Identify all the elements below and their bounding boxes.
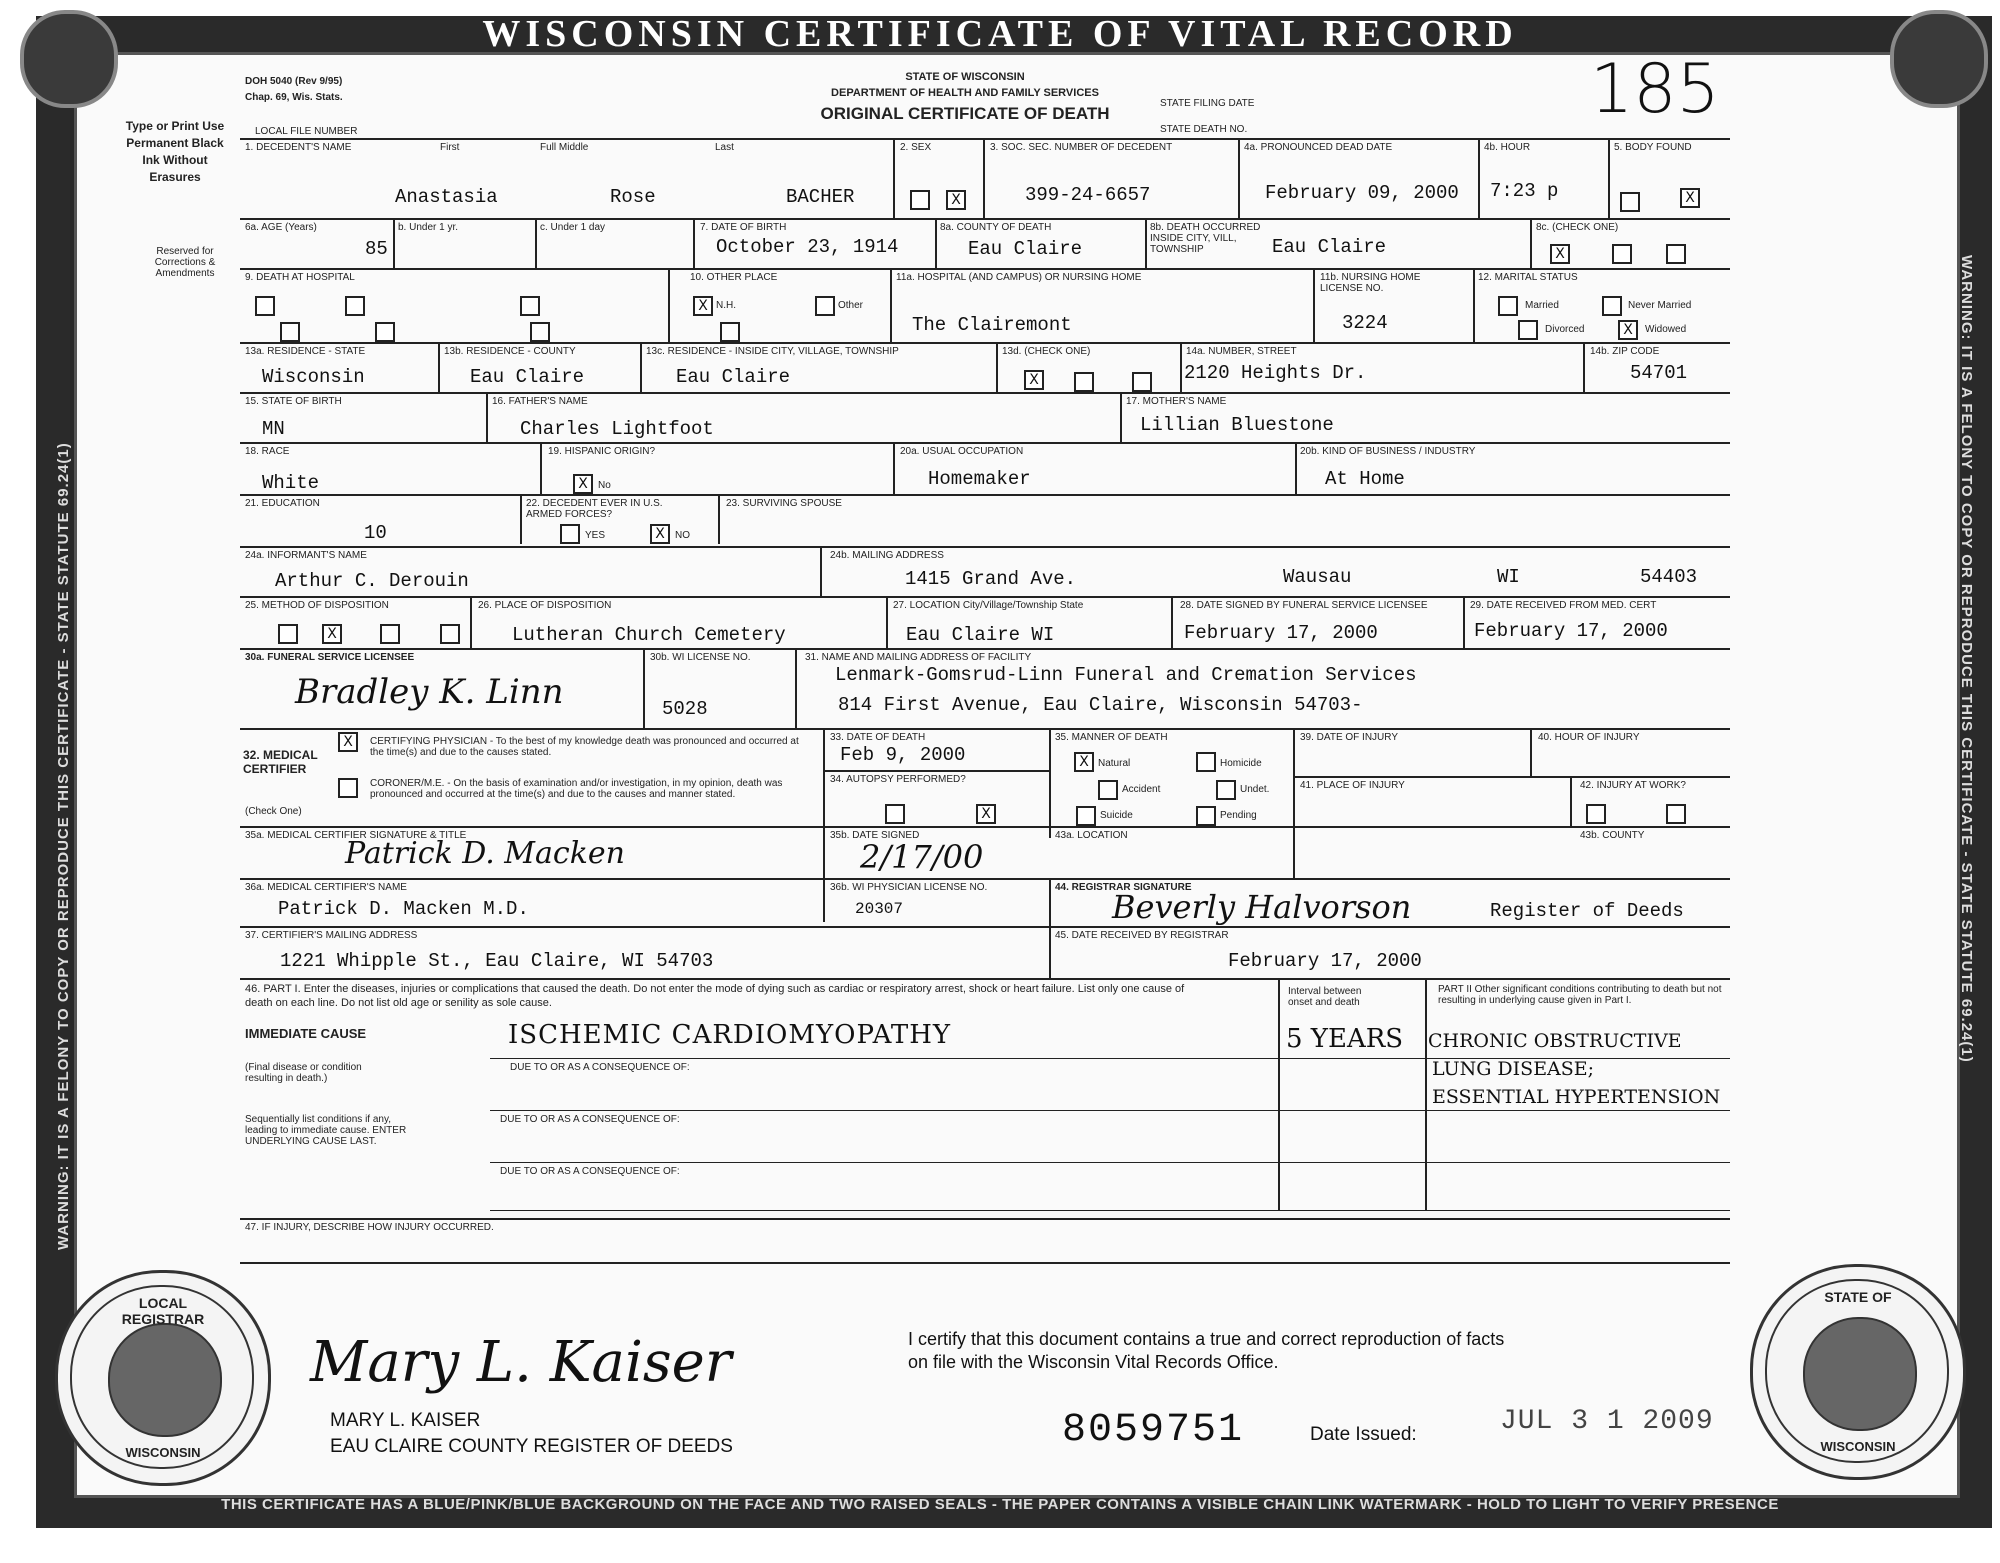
- cause-a: ISCHEMIC CARDIOMYOPATHY: [508, 1020, 952, 1050]
- registrar-title: Register of Deeds: [1490, 900, 1684, 922]
- county-of-death: Eau Claire: [968, 238, 1083, 260]
- mother-name: Lillian Bluestone: [1140, 414, 1334, 436]
- label-check-one-medical: (Check One): [245, 806, 302, 817]
- label-res-state: 13a. RESIDENCE - STATE: [245, 346, 366, 357]
- seal-left-bottom-text: WISCONSIN: [125, 1445, 201, 1460]
- registrar-office: EAU CLAIRE COUNTY REGISTER OF DEEDS: [330, 1436, 733, 1457]
- autopsy-yes[interactable]: [885, 804, 905, 824]
- decedent-last-name: BACHER: [786, 186, 855, 208]
- hospital-doa-other[interactable]: [520, 296, 540, 316]
- label-street: 14a. NUMBER, STREET: [1186, 346, 1297, 357]
- decedent-middle-name: Rose: [610, 186, 656, 208]
- label-certifier-signature: 35a. MEDICAL CERTIFIER SIGNATURE & TITLE: [245, 830, 467, 841]
- body-found-yes[interactable]: [1620, 192, 1640, 212]
- label-accident: Accident: [1122, 784, 1161, 795]
- label-disposition-method: 25. METHOD OF DISPOSITION: [245, 600, 389, 611]
- seal-right-bottom-text: WISCONSIN: [1820, 1439, 1896, 1454]
- label-county-death: 8a. COUNTY OF DEATH: [940, 222, 1052, 233]
- label-marital-status: 12. MARITAL STATUS: [1478, 272, 1578, 283]
- funeral-license-number: 5028: [662, 698, 708, 720]
- label-homicide: Homicide: [1220, 758, 1262, 769]
- death-occurred-place: Eau Claire: [1272, 236, 1387, 258]
- label-industry: 20b. KIND OF BUSINESS / INDUSTRY: [1300, 446, 1476, 457]
- label-res-city: 13c. RESIDENCE - INSIDE CITY, VILLAGE, TOWNSHIP: [646, 346, 899, 357]
- res-township-checkbox[interactable]: [1132, 372, 1152, 392]
- label-wi-license: 30b. WI LICENSE NO.: [650, 652, 751, 663]
- date-signed: 2/17/00: [860, 838, 984, 876]
- label-body-found: 5. BODY FOUND: [1614, 142, 1692, 153]
- label-decedent-name: 1. DECEDENT'S NAME: [245, 142, 352, 153]
- marital-never[interactable]: [1602, 296, 1622, 316]
- label-sex: 2. SEX: [900, 142, 932, 153]
- label-widowed: Widowed: [1645, 324, 1687, 335]
- sex-male-checkbox[interactable]: [910, 190, 930, 210]
- coroner-text: CORONER/M.E. - On the basis of examination and/or investigation, in my opinion, death was pronounced and occurred at the time(s) and due to the causes and manner stated.: [370, 778, 783, 800]
- label-interval: Interval between onset and death: [1288, 986, 1362, 1008]
- date-of-death: Feb 9, 2000: [840, 744, 966, 766]
- hospital-name: The Clairemont: [912, 314, 1072, 336]
- sex-female-checkbox[interactable]: X: [946, 190, 966, 210]
- death-city-checkbox[interactable]: X: [1550, 244, 1570, 264]
- label-due-to-c: DUE TO OR AS A CONSEQUENCE OF:: [500, 1114, 680, 1125]
- label-other-place: 10. OTHER PLACE: [690, 272, 778, 283]
- label-zip: 14b. ZIP CODE: [1590, 346, 1660, 357]
- certification-statement: I certify that this document contains a true and correct reproduction of facts on file with the Wisconsin Vital Records Office.: [908, 1329, 1505, 1372]
- label-hispanic: 19. HISPANIC ORIGIN?: [548, 446, 656, 457]
- hospital-outpatient[interactable]: [280, 322, 300, 342]
- label-due-to-d: DUE TO OR AS A CONSEQUENCE OF:: [500, 1166, 680, 1177]
- armed-forces-yes[interactable]: [560, 524, 580, 544]
- other-place-nh[interactable]: X: [693, 296, 713, 316]
- facility-address: 814 First Avenue, Eau Claire, Wisconsin 54703-: [838, 694, 1363, 716]
- label-divorced: Divorced: [1545, 324, 1585, 335]
- label-manner-of-death: 35. MANNER OF DEATH: [1055, 732, 1168, 743]
- label-pronounced-date: 4a. PRONOUNCED DEAD DATE: [1244, 142, 1393, 153]
- physician-license: 20307: [855, 900, 904, 918]
- label-birth-state: 15. STATE OF BIRTH: [245, 396, 342, 407]
- label-pending: Pending: [1220, 810, 1257, 821]
- state-death-number: STATE DEATH NO.: [1160, 124, 1248, 135]
- label-injury-location: 43a. LOCATION: [1055, 830, 1128, 841]
- informant-name: Arthur C. Derouin: [275, 570, 469, 592]
- label-funeral-signed: 28. DATE SIGNED BY FUNERAL SERVICE LICENSEE: [1180, 600, 1428, 611]
- certifying-physician-checkbox[interactable]: X: [338, 732, 358, 752]
- death-township-checkbox[interactable]: [1666, 244, 1686, 264]
- hospital-doa-nursing[interactable]: [345, 296, 365, 316]
- local-file-number: LOCAL FILE NUMBER: [255, 126, 358, 137]
- state-of-wisconsin: STATE OF WISCONSIN: [905, 71, 1025, 83]
- corner-ornament-top-right: [1890, 10, 1988, 108]
- manner-natural[interactable]: X: [1074, 752, 1094, 772]
- label-suicide: Suicide: [1100, 810, 1133, 821]
- label-part-two: PART II Other significant conditions contributing to death but not resulting in underlying cause given in Part I.: [1438, 984, 1722, 1006]
- disposition-place: Lutheran Church Cemetery: [512, 624, 786, 646]
- label-informant: 24a. INFORMANT'S NAME: [245, 550, 367, 561]
- death-village-checkbox[interactable]: [1612, 244, 1632, 264]
- funeral-signed-date: February 17, 2000: [1184, 622, 1378, 644]
- label-registrar-date: 45. DATE RECEIVED BY REGISTRAR: [1055, 930, 1229, 941]
- funeral-signature: Bradley K. Linn: [295, 672, 564, 712]
- label-part-one: 46. PART I. Enter the diseases, injuries or complications that caused the death. Do not enter the mode of dying such as cardiac or respiratory arrest, shock or heart failure. List only one cause of death on each line. Do not list old age or senility as sole cause.: [245, 983, 1185, 1009]
- certifier-address: 1221 Whipple St., Eau Claire, WI 54703: [280, 950, 714, 972]
- hospital-inpatient[interactable]: [255, 296, 275, 316]
- label-check-one: 8c. (CHECK ONE): [1536, 222, 1619, 233]
- label-age: 6a. AGE (Years): [245, 222, 317, 233]
- label-medical-certifier: 32. MEDICAL CERTIFIER: [243, 748, 318, 776]
- part-two-line-2: LUNG DISEASE;: [1432, 1058, 1595, 1080]
- registrar-kaiser-signature: Mary L. Kaiser: [310, 1330, 732, 1395]
- certificate-banner-title: WISCONSIN CERTIFICATE OF VITAL RECORD: [482, 13, 1518, 55]
- label-facility: 31. NAME AND MAILING ADDRESS OF FACILITY: [805, 652, 1032, 663]
- label-injury-description: 47. IF INJURY, DESCRIBE HOW INJURY OCCURRED.: [245, 1222, 494, 1233]
- interval-a: 5 YEARS: [1286, 1024, 1404, 1054]
- registrar-signature: Beverly Halvorson: [1112, 888, 1412, 926]
- disposition-burial[interactable]: X: [322, 624, 342, 644]
- autopsy-no[interactable]: X: [976, 804, 996, 824]
- label-res-county: 13b. RESIDENCE - COUNTY: [444, 346, 576, 357]
- body-found-no[interactable]: X: [1680, 188, 1700, 208]
- injury-work-yes[interactable]: [1586, 804, 1606, 824]
- state-filing-date: STATE FILING DATE: [1160, 98, 1255, 109]
- other-place-other[interactable]: [815, 296, 835, 316]
- certifying-physician-text: CERTIFYING PHYSICIAN - To the best of my knowledge death was pronounced and occurred at the time(s) and due to the causes stated.: [370, 736, 799, 758]
- label-middle: Full Middle: [540, 142, 589, 153]
- disposition-entomb[interactable]: [278, 624, 298, 644]
- label-under-1yr: b. Under 1 yr.: [398, 222, 459, 233]
- disposition-donation[interactable]: [440, 624, 460, 644]
- label-hour: 4b. HOUR: [1484, 142, 1531, 153]
- label-under-1day: c. Under 1 day: [540, 222, 606, 233]
- label-ssn: 3. SOC. SEC. NUMBER OF DECEDENT: [990, 142, 1173, 153]
- part-two-line-3: ESSENTIAL HYPERTENSION: [1432, 1086, 1721, 1108]
- label-date-of-injury: 39. DATE OF INJURY: [1300, 732, 1398, 743]
- label-certifier-name: 36a. MEDICAL CERTIFIER'S NAME: [245, 882, 407, 893]
- label-res-check: 13d. (CHECK ONE): [1002, 346, 1091, 357]
- side-warning-left: WARNING: IT IS A FELONY TO COPY OR REPRODUCE THIS CERTIFICATE - STATE STATUTE 69.24(1): [55, 442, 72, 1250]
- pronounced-date: February 09, 2000: [1265, 182, 1459, 204]
- label-final-disease: (Final disease or condition resulting in death.): [245, 1062, 362, 1084]
- pronounced-hour: 7:23 p: [1490, 180, 1559, 202]
- registrar-received-date: February 17, 2000: [1228, 950, 1422, 972]
- occupation: Homemaker: [928, 468, 1031, 490]
- label-last: Last: [715, 142, 734, 153]
- label-physician-license: 36b. WI PHYSICIAN LICENSE NO.: [830, 882, 988, 893]
- label-armed-forces: 22. DECEDENT EVER IN U.S. ARMED FORCES?: [526, 498, 663, 520]
- race: White: [262, 472, 320, 494]
- hospital-er-other[interactable]: [530, 322, 550, 342]
- date-of-birth: October 23, 1914: [716, 236, 899, 258]
- label-hospital-name: 11a. HOSPITAL (AND CAMPUS) OR NURSING HOME: [896, 272, 1142, 283]
- armed-forces-no[interactable]: X: [650, 524, 670, 544]
- label-nursing-license: 11b. NURSING HOME LICENSE NO.: [1320, 272, 1421, 294]
- label-immediate-cause: IMMEDIATE CAUSE: [245, 1026, 367, 1041]
- informant-state: WI: [1497, 566, 1520, 588]
- date-issued-stamp: JUL 3 1 2009: [1500, 1406, 1714, 1437]
- disposition-location: Eau Claire WI: [906, 624, 1055, 646]
- serial-number: 8059751: [1062, 1408, 1245, 1453]
- label-injury-at-work: 42. INJURY AT WORK?: [1580, 780, 1686, 791]
- label-funeral-licensee: 30a. FUNERAL SERVICE LICENSEE: [245, 652, 415, 663]
- decedent-age: 85: [365, 238, 388, 260]
- label-hispanic-no: No: [598, 480, 611, 491]
- local-registrar-seal: [55, 1270, 271, 1486]
- label-autopsy: 34. AUTOPSY PERFORMED?: [830, 774, 966, 785]
- side-warning-right: WARNING: IT IS A FELONY TO COPY OR REPRODUCE THIS CERTIFICATE - STATE STATUTE 69.24(1): [1958, 255, 1975, 1063]
- label-injury-county: 43b. COUNTY: [1580, 830, 1645, 841]
- state-seal: [1750, 1264, 1966, 1480]
- res-village-checkbox[interactable]: [1074, 372, 1094, 392]
- residence-street: 2120 Heights Dr.: [1184, 362, 1367, 384]
- form-number: DOH 5040 (Rev 9/95): [245, 76, 343, 87]
- label-af-yes: YES: [585, 530, 606, 541]
- label-received-med: 29. DATE RECEIVED FROM MED. CERT: [1470, 600, 1657, 611]
- part-two-line-1: CHRONIC OBSTRUCTIVE: [1428, 1030, 1682, 1052]
- marital-divorced[interactable]: [1518, 320, 1538, 340]
- label-undetermined: Undet.: [1240, 784, 1270, 795]
- label-spouse: 23. SURVIVING SPOUSE: [726, 498, 842, 509]
- label-death-at-hospital: 9. DEATH AT HOSPITAL: [245, 272, 355, 283]
- facility-name: Lenmark-Gomsrud-Linn Funeral and Cremation Services: [835, 664, 1417, 686]
- label-education: 21. EDUCATION: [245, 498, 320, 509]
- label-date-of-death: 33. DATE OF DEATH: [830, 732, 926, 743]
- manner-suicide[interactable]: [1076, 806, 1096, 826]
- decedent-ssn: 399-24-6657: [1025, 184, 1151, 206]
- document-title: ORIGINAL CERTIFICATE OF DEATH: [820, 104, 1110, 123]
- informant-address: 1415 Grand Ave.: [905, 568, 1077, 590]
- residence-county: Eau Claire: [470, 366, 585, 388]
- label-af-no: NO: [675, 530, 690, 541]
- coroner-checkbox[interactable]: [338, 778, 358, 798]
- informant-city: Wausau: [1283, 566, 1352, 588]
- father-name: Charles Lightfoot: [520, 418, 714, 440]
- seal-right-top-text: STATE OF: [1824, 1289, 1892, 1305]
- education: 10: [364, 522, 387, 544]
- label-informant-address: 24b. MAILING ADDRESS: [830, 550, 944, 561]
- industry: At Home: [1325, 468, 1405, 490]
- hospital-er-nursing[interactable]: [375, 322, 395, 342]
- residence-of-deceased[interactable]: [720, 322, 740, 342]
- manner-homicide[interactable]: [1196, 752, 1216, 772]
- label-mother: 17. MOTHER'S NAME: [1126, 396, 1227, 407]
- registrar-name: MARY L. KAISER: [330, 1410, 481, 1431]
- certifier-name: Patrick D. Macken M.D.: [278, 898, 529, 920]
- manner-pending[interactable]: [1196, 806, 1216, 826]
- marital-widowed[interactable]: X: [1618, 320, 1638, 340]
- date-issued-label: Date Issued:: [1310, 1424, 1417, 1445]
- marital-married[interactable]: [1498, 296, 1518, 316]
- label-date-signed: 35b. DATE SIGNED: [830, 830, 920, 841]
- bottom-notice: THIS CERTIFICATE HAS A BLUE/PINK/BLUE BACKGROUND ON THE FACE AND TWO RAISED SEALS - THE PAPER CONTAINS A VISIBLE CHAIN LINK WATERMARK - HOLD TO LIGHT TO VERIFY PRESENCE: [221, 1496, 1779, 1513]
- res-city-checkbox[interactable]: X: [1024, 370, 1044, 390]
- label-sequential-note: Sequentially list conditions if any, leading to immediate cause. ENTER UNDERLYING CAUSE LAST.: [245, 1114, 407, 1147]
- received-med-date: February 17, 2000: [1474, 620, 1668, 642]
- label-other: Other: [838, 300, 864, 311]
- residence-state: Wisconsin: [262, 366, 365, 388]
- seal-left-top-text: LOCAL REGISTRAR: [121, 1295, 205, 1327]
- label-occupation: 20a. USUAL OCCUPATION: [900, 446, 1024, 457]
- physician-signature: Patrick D. Macken: [345, 836, 625, 871]
- label-due-to-b: DUE TO OR AS A CONSEQUENCE OF:: [510, 1062, 690, 1073]
- corner-ornament-top-left: [20, 10, 118, 108]
- birth-state: MN: [262, 418, 285, 440]
- residence-zip: 54701: [1630, 362, 1688, 384]
- label-married: Married: [1525, 300, 1559, 311]
- label-race: 18. RACE: [245, 446, 290, 457]
- manner-accident[interactable]: [1098, 780, 1118, 800]
- label-hour-of-injury: 40. HOUR OF INJURY: [1538, 732, 1640, 743]
- label-natural: Natural: [1098, 758, 1131, 769]
- label-disposition-place: 26. PLACE OF DISPOSITION: [478, 600, 612, 611]
- margin-note: Type or Print Use Permanent Black Ink Without Erasures: [125, 119, 225, 184]
- handwritten-number: 185: [1590, 50, 1720, 129]
- label-certifier-address: 37. CERTIFIER'S MAILING ADDRESS: [245, 930, 418, 941]
- injury-work-no[interactable]: [1666, 804, 1686, 824]
- label-disposition-location: 27. LOCATION City/Village/Township State: [893, 600, 1084, 611]
- manner-undetermined[interactable]: [1216, 780, 1236, 800]
- label-never-married: Never Married: [1628, 300, 1692, 311]
- label-nh: N.H.: [716, 300, 736, 311]
- disposition-cremation[interactable]: [380, 624, 400, 644]
- decedent-first-name: Anastasia: [395, 186, 498, 208]
- label-dob: 7. DATE OF BIRTH: [700, 222, 787, 233]
- informant-zip: 54403: [1640, 566, 1698, 588]
- label-death-occurred: 8b. DEATH OCCURRED INSIDE CITY, VILL, TOWNSHIP: [1150, 222, 1261, 255]
- department-name: DEPARTMENT OF HEALTH AND FAMILY SERVICES: [831, 87, 1099, 99]
- nursing-home-license: 3224: [1342, 312, 1388, 334]
- residence-city: Eau Claire: [676, 366, 791, 388]
- hispanic-no[interactable]: X: [573, 474, 593, 494]
- label-first: First: [440, 142, 460, 153]
- label-father: 16. FATHER'S NAME: [492, 396, 588, 407]
- chapter-ref: Chap. 69, Wis. Stats.: [245, 92, 343, 103]
- label-registrar-signature: 44. REGISTRAR SIGNATURE: [1055, 882, 1192, 893]
- label-place-of-injury: 41. PLACE OF INJURY: [1300, 780, 1405, 791]
- margin-note-corrections: Reserved for Corrections & Amendments: [154, 246, 216, 279]
